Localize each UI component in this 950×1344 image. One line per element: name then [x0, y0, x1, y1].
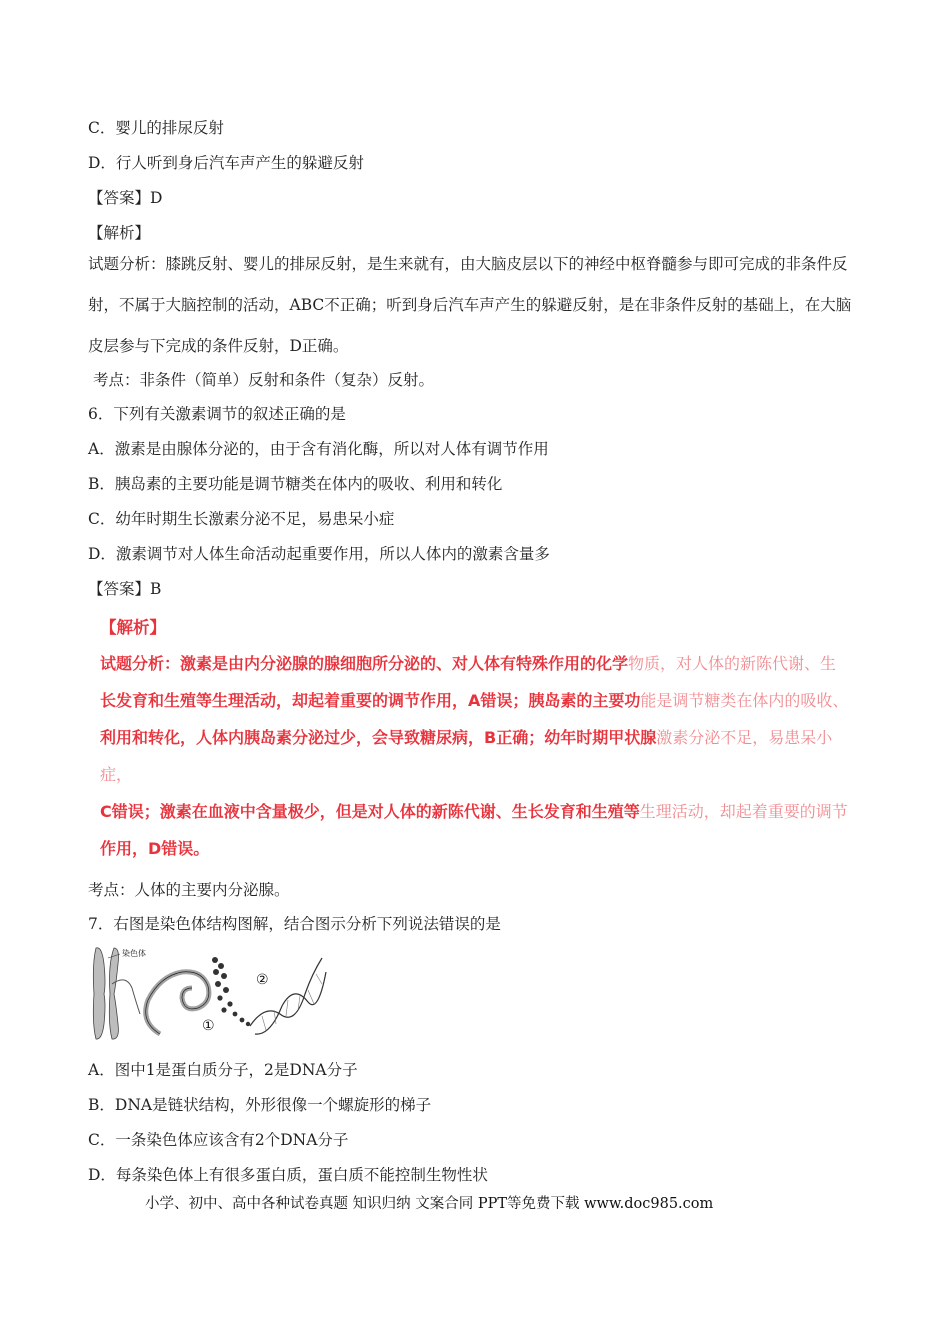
- q5-analysis: 试题分析：膝跳反射、婴儿的排尿反射，是生来就有，由大脑皮层以下的神经中枢脊髓参与即可完成的非条件反射，不属于大脑控制的活动，ABC不正确；听到身后汽车声产生的躲避反射，是在非条件反射的基础上，在大脑皮层参与下完成的条件反射，D正确。: [88, 255, 852, 355]
- q6-analysis-bold: C错误；激素在血液中含量极少，但是对人体的新陈代谢、生长发育和生殖等: [100, 802, 640, 821]
- q5-analysis-label: 【解析】: [88, 224, 151, 242]
- chromosome-label: 染色体: [122, 949, 146, 958]
- marker-2: ②: [256, 972, 269, 988]
- q6-analysis-bold: 作用，D错误。: [100, 839, 210, 858]
- q6-analysis-line-3: [100, 719, 860, 793]
- page-footer: 小学、初中、高中各种试卷真题 知识归纳 文案合同 PPT等免费下载 www.doc985.com: [145, 1196, 714, 1212]
- q6-point: 考点：人体的主要内分泌腺。: [88, 881, 290, 899]
- q6-analysis-line-2: [100, 682, 860, 719]
- q6-option-b: B．胰岛素的主要功能是调节糖类在体内的吸收、利用和转化: [88, 475, 503, 493]
- q6-analysis-label: 【解析】: [100, 618, 166, 637]
- q7-option-c: C．一条染色体应该含有2个DNA分子: [88, 1131, 349, 1149]
- q6-analysis-line-5: [100, 830, 860, 867]
- q5-point: 考点：非条件（简单）反射和条件（复杂）反射。: [93, 371, 435, 389]
- q6-analysis-fade: 激素分泌不足，易患呆小症，: [100, 728, 833, 784]
- q7-option-d: D．每条染色体上有很多蛋白质，蛋白质不能控制生物性状: [88, 1166, 488, 1184]
- q6-answer: 【答案】B: [88, 580, 162, 598]
- q5-option-d: D．行人听到身后汽车声产生的躲避反射: [88, 154, 364, 172]
- q6-analysis-bold: 试题分析：激素是由内分泌腺的腺细胞所分泌的、对人体有特殊作用的化学: [100, 654, 629, 673]
- q6-option-a: A．激素是由腺体分泌的，由于含有消化酶，所以对人体有调节作用: [88, 440, 549, 458]
- q6-analysis: [100, 645, 860, 867]
- q7-option-a: A．图中1是蛋白质分子，2是DNA分子: [88, 1061, 358, 1079]
- q6-analysis-bold: 利用和转化，人体内胰岛素分泌过少，会导致糖尿病，B正确；幼年时期甲状腺: [100, 728, 657, 747]
- q6-analysis-fade: 能是调节糖类在体内的吸收、: [640, 691, 849, 710]
- marker-1: ①: [202, 1018, 215, 1034]
- q5-option-c: C．婴儿的排尿反射: [88, 119, 224, 137]
- q5-answer: 【答案】D: [88, 189, 163, 207]
- q7-option-b: B．DNA是链状结构，外形很像一个螺旋形的梯子: [88, 1096, 432, 1114]
- q6-stem: 6．下列有关激素调节的叙述正确的是: [88, 405, 346, 423]
- q6-analysis-fade: 生理活动，却起着重要的调节: [639, 802, 848, 821]
- chromosome-figure: [90, 944, 330, 1044]
- q6-analysis-line-4: [100, 793, 860, 830]
- q6-option-d: D．激素调节对人体生命活动起重要作用，所以人体内的激素含量多: [88, 545, 550, 563]
- q6-analysis-fade: 物质，对人体的新陈代谢、生: [628, 654, 837, 673]
- q6-analysis-bold: 长发育和生殖等生理活动，却起着重要的调节作用，A错误；胰岛素的主要功: [100, 691, 641, 710]
- q6-option-c: C．幼年时期生长激素分泌不足，易患呆小症: [88, 510, 395, 528]
- q7-stem: 7．右图是染色体结构图解，结合图示分析下列说法错误的是: [88, 915, 501, 933]
- q6-analysis-line-1: [100, 645, 860, 682]
